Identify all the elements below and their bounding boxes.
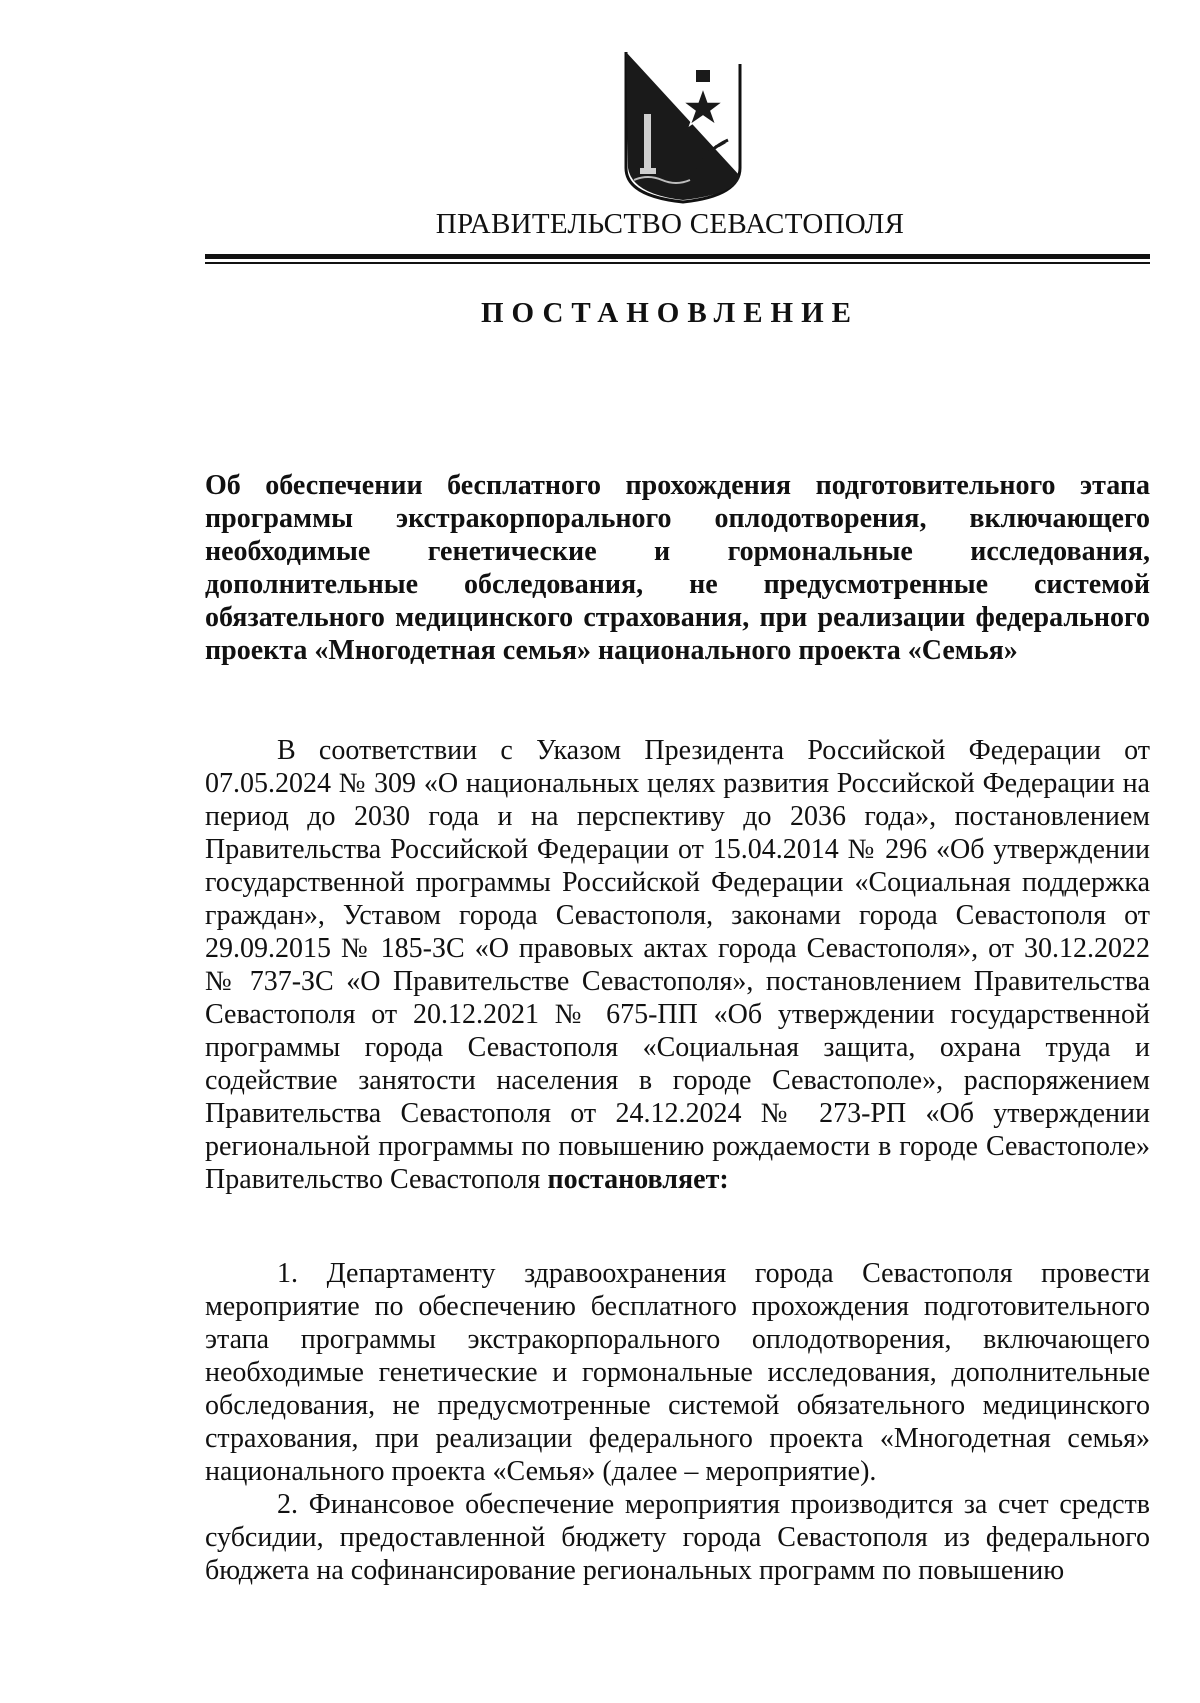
header-rule-thick (205, 254, 1150, 259)
sevastopol-coat-of-arms-icon (618, 48, 748, 204)
organization-name: ПРАВИТЕЛЬСТВО СЕВАСТОПОЛЯ (435, 208, 905, 240)
preamble-paragraph (205, 734, 1150, 1196)
resolution-item-2: 2. Финансовое обеспечение мероприятия производится за счет средств субсидии, предоставленной бюджету города Севастополя из федерального бюджета на софинансирование региональных программ по повышению (205, 1489, 1150, 1586)
document-subject: Об обеспечении бесплатного прохождения подготовительного этапа программы экстракорпорального оплодотворения, включающего необходимые генетические и гормональные исследования, дополнительные обследования, не предусмотренные системой обязательного медицинского страхования, при реализации федерального проекта «Многодетная семья» национального проекта «Семья» (205, 470, 1150, 666)
preamble (205, 734, 1150, 1196)
document-type-title: ПОСТАНОВЛЕНИЕ (480, 297, 859, 329)
resolves-keyword: постановляет: (547, 1164, 729, 1195)
resolution-item-1: 1. Департаменту здравоохранения города Севастополя провести мероприятие по обеспечению бесплатного прохождения подготовительного этапа программы экстракорпорального оплодотворения, включающего необходимые генетические и гормональные исследования, дополнительные обследования, не предусмотренные системой обязательного медицинского страхования, при реализации федерального проекта «Многодетная семья» национального проекта «Семья» (далее – мероприятие). (205, 1258, 1150, 1487)
resolution-items (205, 1257, 1150, 1587)
preamble-text: В соответствии с Указом Президента Российской Федерации от 07.05.2024 № 309 «О национальных целях развития Российской Федерации на период до 2030 года и на перспективу до 2036 года», постановлением Правительства Российской Федерации от 15.04.2014 № 296 «Об утверждении государственной программы Российской Федерации «Социальная поддержка граждан», Уставом города Севастополя, законами города Севастополя от 29.09.2015 № 185-ЗС «О правовых актах города Севастополя», от 30.12.2022 № 737-ЗС «О Правительстве Севастополя», постановлением Правительства Севастополя от 20.12.2021 № 675-ПП «Об утверждении государственной программы города Севастополя «Социальная защита, охрана труда и содействие занятости населения в городе Севастополе», распоряжением Правительства Севастополя от 24.12.2024 № 273-РП «Об утверждении региональной программы по повышению рождаемости в городе Севастополе» Правительство Севастополя (205, 735, 1150, 1195)
header-rule-thin (205, 262, 1150, 264)
